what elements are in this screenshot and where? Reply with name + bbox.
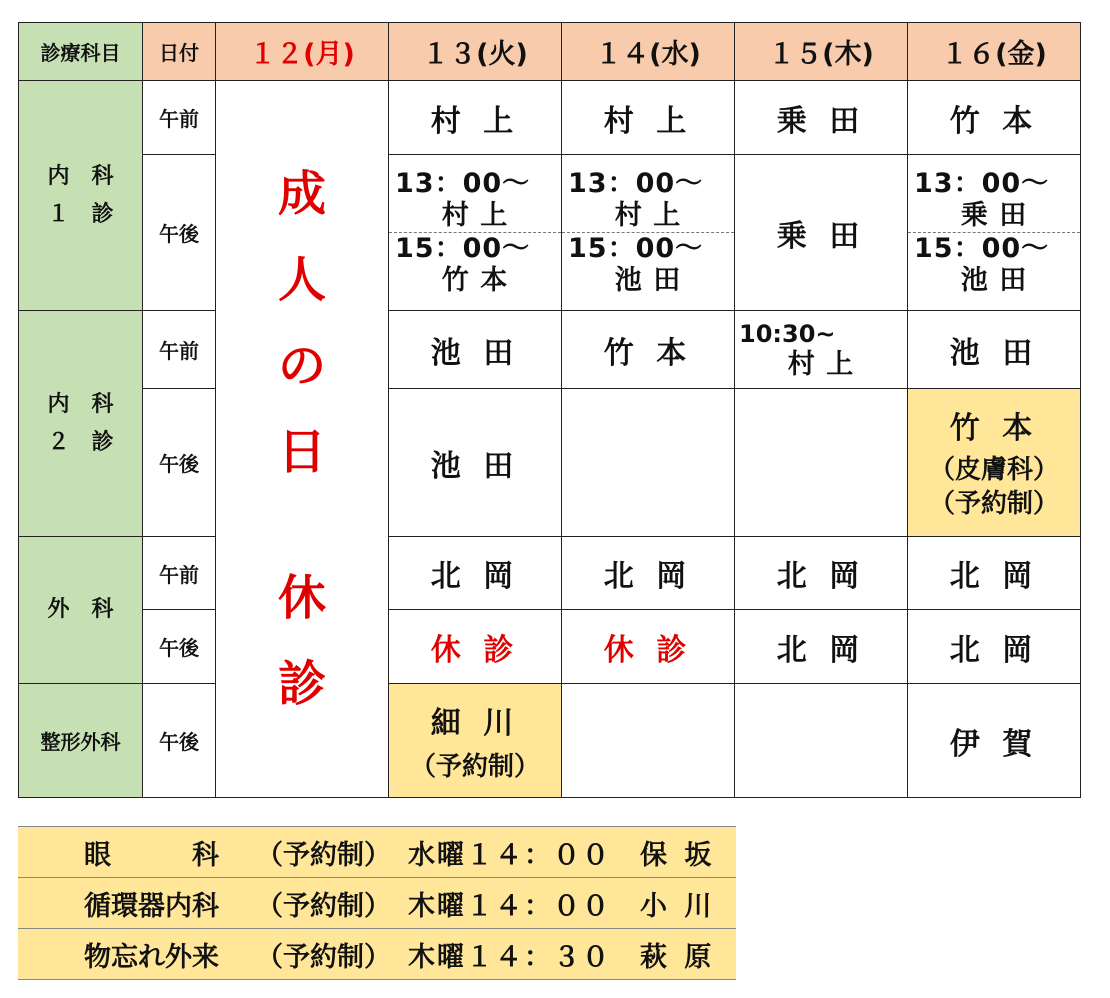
time-text: 13：00～	[568, 168, 704, 199]
holiday-char: の	[277, 338, 326, 394]
extra-note: （予約制）	[255, 929, 407, 980]
cell: 北 岡	[735, 610, 908, 684]
doctor-name: 村 上	[787, 348, 855, 380]
extra-doctor: 小 川	[639, 878, 736, 929]
cell: 北 岡	[562, 537, 735, 610]
doctor-name: 村 上	[614, 200, 682, 231]
dept-naika2-line2: ２ 診	[47, 429, 114, 455]
header-day-mon: １２(月)	[216, 23, 389, 81]
extra-dept: 循環器内科	[18, 878, 255, 929]
holiday-char: 診	[277, 656, 326, 712]
geka-am-row	[19, 537, 1081, 610]
holiday-cell	[216, 81, 389, 798]
cell-highlight	[908, 389, 1081, 537]
cell: 村 上	[562, 81, 735, 155]
header-day-thu: １５(木)	[735, 23, 908, 81]
cell-empty	[735, 389, 908, 537]
doctor-name: 竹 本	[441, 265, 509, 296]
extra-note: （予約制）	[255, 827, 407, 878]
note-text: （予約制）	[409, 751, 540, 782]
cell-split	[562, 155, 735, 311]
doctor-name: 竹 本	[949, 410, 1039, 446]
holiday-char: 日	[277, 424, 326, 480]
extra-dept: 物忘れ外来	[18, 929, 255, 980]
header-day-tue: １３(火)	[389, 23, 562, 81]
doctor-name: 乗 田	[960, 200, 1028, 231]
extra-dept: 眼 科	[18, 827, 255, 878]
time-text: 13：00～	[395, 168, 531, 199]
time-text: 15：00～	[914, 233, 1050, 264]
holiday-char: 人	[277, 252, 326, 308]
extra-time: 水曜１４：００	[407, 827, 639, 878]
dept-naika1-line1: 内 科	[47, 163, 114, 189]
extra-row	[18, 827, 736, 878]
cell: 伊 賀	[908, 684, 1081, 798]
doctor-name: 村 上	[441, 200, 509, 231]
period-pm: 午後	[143, 155, 216, 311]
period-am: 午前	[143, 81, 216, 155]
cell: 北 岡	[908, 610, 1081, 684]
period-am: 午前	[143, 311, 216, 389]
cell: 村 上	[389, 81, 562, 155]
cell: 池 田	[908, 311, 1081, 389]
header-dept: 診療科目	[19, 23, 143, 81]
time-text: 10:30~	[739, 319, 836, 348]
cell: 北 岡	[735, 537, 908, 610]
cell: 北 岡	[908, 537, 1081, 610]
cell-empty	[735, 684, 908, 798]
note-text: （皮膚科）	[928, 454, 1059, 485]
cell-highlight	[389, 684, 562, 798]
cell-empty	[562, 389, 735, 537]
dept-naika2	[19, 311, 143, 537]
extra-doctor: 保 坂	[639, 827, 736, 878]
holiday-char: 休	[277, 570, 326, 626]
cell-time	[735, 311, 908, 389]
doctor-name: 池 田	[960, 265, 1028, 296]
period-am: 午前	[143, 537, 216, 610]
cell: 休 診	[562, 610, 735, 684]
naika1-pm-row	[19, 155, 1081, 311]
header-row	[19, 23, 1081, 81]
time-text: 13：00～	[914, 168, 1050, 199]
doctor-name: 細 川	[430, 705, 520, 741]
header-day-fri: １６(金)	[908, 23, 1081, 81]
geka-pm-row	[19, 610, 1081, 684]
cell: 竹 本	[908, 81, 1081, 155]
period-pm: 午後	[143, 684, 216, 798]
naika1-am-row	[19, 81, 1081, 155]
holiday-char: 成	[277, 166, 326, 222]
header-date: 日付	[143, 23, 216, 81]
extra-time: 木曜１４：００	[407, 878, 639, 929]
note-text: （予約制）	[928, 488, 1059, 519]
cell-empty	[562, 684, 735, 798]
time-text: 15：00～	[568, 233, 704, 264]
cell: 乗 田	[735, 81, 908, 155]
schedule-table	[18, 22, 1081, 798]
extra-table	[18, 826, 736, 980]
cell: 北 岡	[389, 537, 562, 610]
header-day-wed: １４(水)	[562, 23, 735, 81]
seikei-pm-row	[19, 684, 1081, 798]
cell: 池 田	[389, 311, 562, 389]
cell-split	[389, 155, 562, 311]
cell: 竹 本	[562, 311, 735, 389]
cell: 池 田	[389, 389, 562, 537]
doctor-name: 池 田	[614, 265, 682, 296]
period-pm: 午後	[143, 610, 216, 684]
naika2-pm-row	[19, 389, 1081, 537]
extra-doctor: 萩 原	[639, 929, 736, 980]
dept-seikei: 整形外科	[19, 684, 143, 798]
dept-naika2-line1: 内 科	[47, 391, 114, 417]
dept-geka: 外 科	[19, 537, 143, 684]
extra-row	[18, 929, 736, 980]
dept-naika1-line2: １ 診	[47, 201, 114, 227]
extra-note: （予約制）	[255, 878, 407, 929]
cell: 休 診	[389, 610, 562, 684]
extra-row	[18, 878, 736, 929]
time-text: 15：00～	[395, 233, 531, 264]
cell-split	[908, 155, 1081, 311]
period-pm: 午後	[143, 389, 216, 537]
naika2-am-row	[19, 311, 1081, 389]
dept-naika1	[19, 81, 143, 311]
holiday-char	[216, 495, 388, 555]
cell: 乗 田	[735, 155, 908, 311]
extra-time: 木曜１４：３０	[407, 929, 639, 980]
